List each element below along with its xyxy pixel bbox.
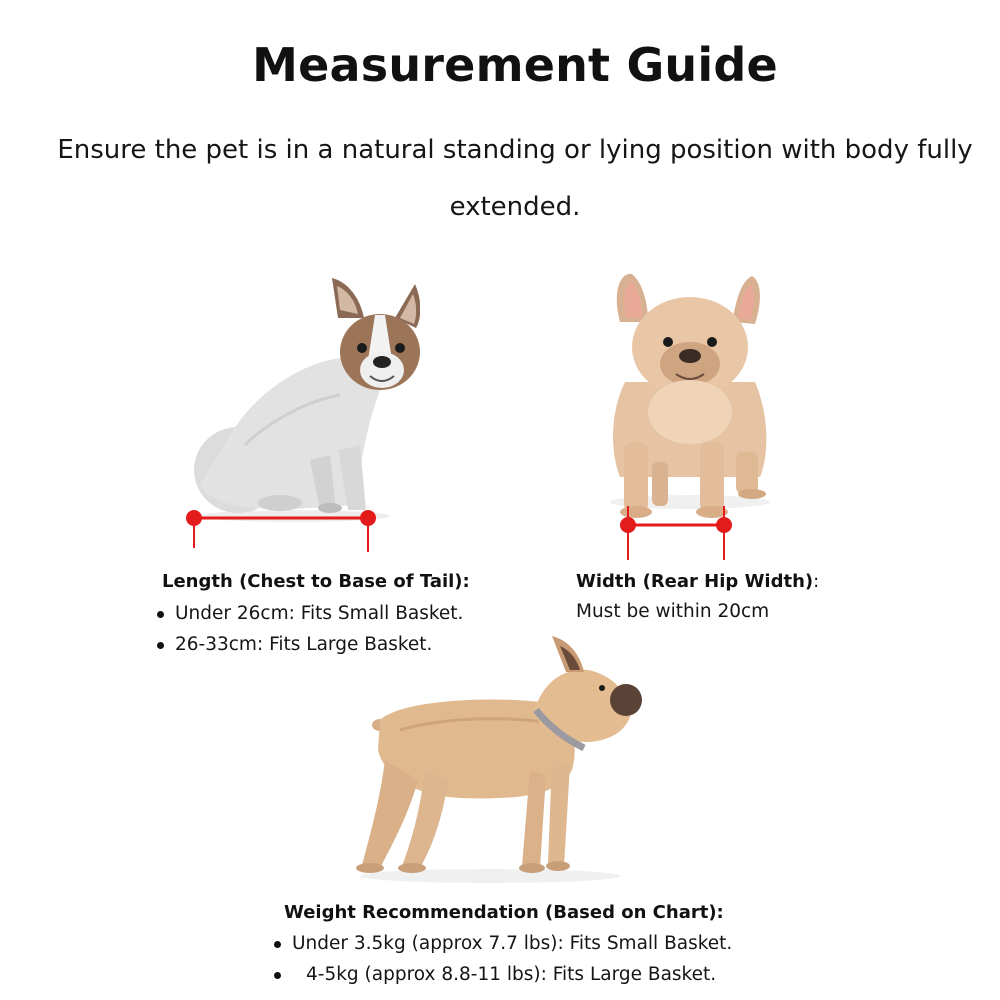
intro-text: Ensure the pet is in a natural standing or lying position with body fully extended. bbox=[57, 135, 973, 222]
list-item: 26-33cm: Fits Large Basket. bbox=[175, 632, 463, 663]
weight-list bbox=[292, 931, 732, 993]
length-heading: Length (Chest to Base of Tail): bbox=[162, 571, 470, 592]
page-title: Measurement Guide bbox=[252, 38, 778, 92]
width-text: Must be within 20cm bbox=[576, 601, 770, 622]
width-marker-right bbox=[716, 517, 732, 533]
width-heading bbox=[576, 571, 819, 592]
list-item: Under 3.5kg (approx 7.7 lbs): Fits Small Basket. bbox=[292, 931, 732, 962]
sitting-dog-illustration bbox=[170, 270, 420, 555]
front-dog-illustration bbox=[590, 262, 790, 562]
width-heading-suffix: : bbox=[813, 571, 820, 592]
length-marker-right bbox=[360, 510, 376, 526]
width-heading-label: Width (Rear Hip Width) bbox=[576, 571, 814, 592]
list-item: 4-5kg (approx 8.8-11 lbs): Fits Large Basket. bbox=[292, 962, 732, 993]
list-item: Under 26cm: Fits Small Basket. bbox=[175, 601, 463, 632]
width-marker-left bbox=[620, 517, 636, 533]
weight-heading: Weight Recommendation (Based on Chart): bbox=[284, 902, 724, 923]
length-marker-left bbox=[186, 510, 202, 526]
side-dog-illustration bbox=[340, 630, 650, 890]
